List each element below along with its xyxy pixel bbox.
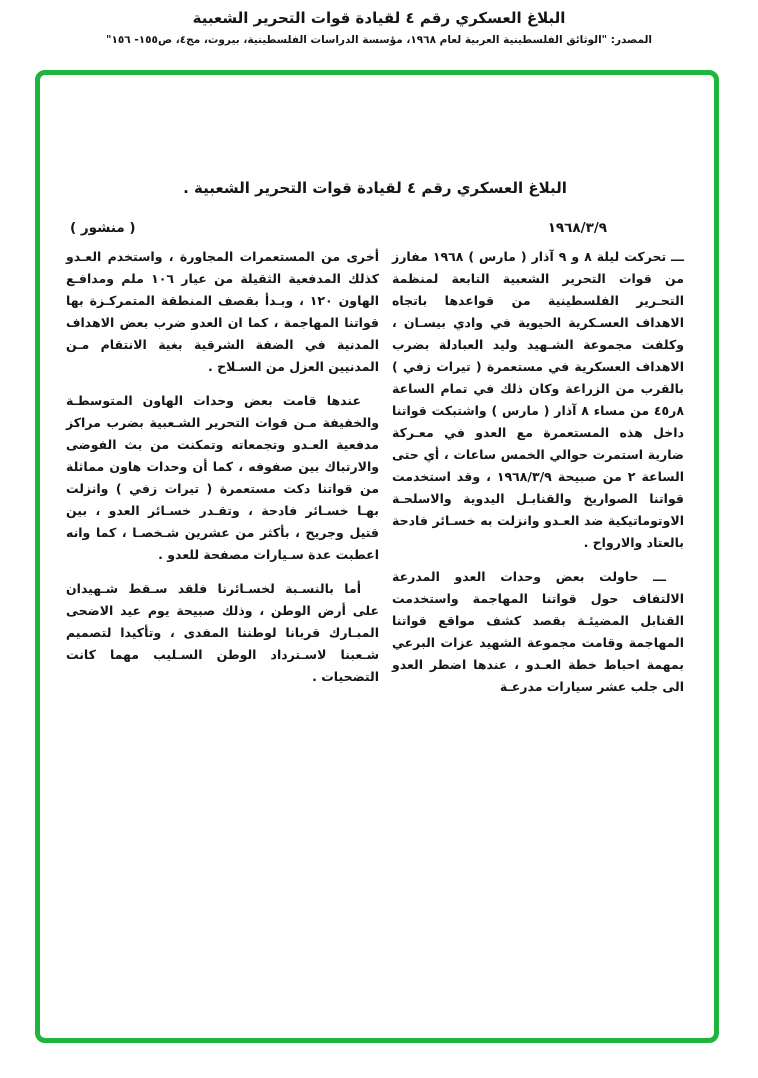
meta-row bbox=[66, 220, 684, 236]
column-left bbox=[66, 246, 379, 710]
document-frame bbox=[35, 70, 719, 1043]
paragraph: أما بالنسـبة لخسـائرنا فلقد سـقط شـهيدان على أرض الوطن ، وذلك صبيحة يوم عيد الاضحى المبـارك قربانا لوطننا المفدى ، وتأكيدا لتصميم شـعبنا لاسـترداد الوطن السـليب مهما كانت التضحيات . bbox=[66, 581, 379, 684]
paragraph: أخرى من المستعمرات المجاورة ، واستخدم العـدو كذلك المدفعية الثقيلة من عيار ١٠٦ ملم ومدافـع الهاون ١٢٠ ، وبـدأ بقصف المنطقة المتمركـزة بها قواتنا المهاجمة ، كما ان العدو ضرب بعض الاهداف المدنية في الضفة الشرقية بغية الانتقام مـن المدنيين العزل من السـلاح . bbox=[66, 249, 379, 374]
column-right bbox=[392, 246, 684, 710]
paragraph: ـــ تحركت ليلة ٨ و ٩ آذار ( مارس ) ١٩٦٨ مفارز من قوات التحرير الشعبية التابعة لمنظمة التحـرير الفلسطينية من قواعدها باتجاه الاهداف العسـكرية الحيوية في وادي بيسـان ، وكلفت مجموعة الشـهيد وليد العبادلة بضرب الاهداف العسكرية في مستعمرة ( تيرات زفي ) بالقرب من الزراعة وكان ذلك في تمام الساعة ٨ر٤٥ من مساء ٨ آذار ( مارس ) واشتبكت قواتنا داخل هذه المستعمرة مع العدو في معـركة ضارية استمرت حوالي الخمس ساعات ، أي حتى الساعة ٢ من صبيحة ١٩٦٨/٣/٩ ، وقد استخدمت قواتنا الصواريخ والقنابـل اليدوية والاسلحـة الاوتوماتيكية ضد العـدو وانزلت به خسـائر فادحة بالعتاد والارواح . bbox=[392, 249, 684, 550]
document-title: البلاغ العسكري رقم ٤ لقيادة قوات التحرير الشعبية . bbox=[183, 179, 567, 197]
source-citation: المصدر: "الوثائق الفلسطينية العربية لعام ١٩٦٨، مؤسسة الدراسات الفلسطينية، بيروت، مج٤، ص١٥٥- ١٥٦" bbox=[105, 34, 653, 46]
paragraph: عندها قامت بعض وحدات الهاون المتوسطـة والخفيفة مـن قوات التحرير الشـعبية بضرب مراكز مدفعية العـدو وتجمعاته وتمكنت من بث الفوضى والارتباك بين صفوفه ، كما أن وحدات هاون مماثلة من قواتنا دكت مستعمرة ( تيرات زفي ) وانزلت بهـا خسـائر فادحة ، وتقـدر خسـائر العدو ، بين قتيل وجريح ، بأكثر من عشرين شـخصـا ، كما وانه اعطبت عدة سـيارات مصفحة للعدو . bbox=[66, 393, 379, 562]
text-columns bbox=[66, 246, 684, 710]
paragraph: ـــ حاولت بعض وحدات العدو المدرعة الالتفاف حول قواتنا المهاجمة واستخدمت القنابل المضيئـة بقصد كشف مواقع قواتنا المهاجمة وقامت مجموعة الشهيد عزات البرعي بمهمة احباط خطة العـدو ، عندها اضطر العدو الى جلب عشر سيارات مدرعـة bbox=[392, 569, 684, 694]
document-body bbox=[40, 75, 714, 1038]
page-title: البلاغ العسكري رقم ٤ لقيادة قوات التحرير الشعبية bbox=[192, 9, 566, 27]
page-header bbox=[0, 0, 758, 46]
document-date: ١٩٦٨/٣/٩ bbox=[547, 220, 607, 236]
published-note: ( منشور ) bbox=[70, 220, 136, 236]
